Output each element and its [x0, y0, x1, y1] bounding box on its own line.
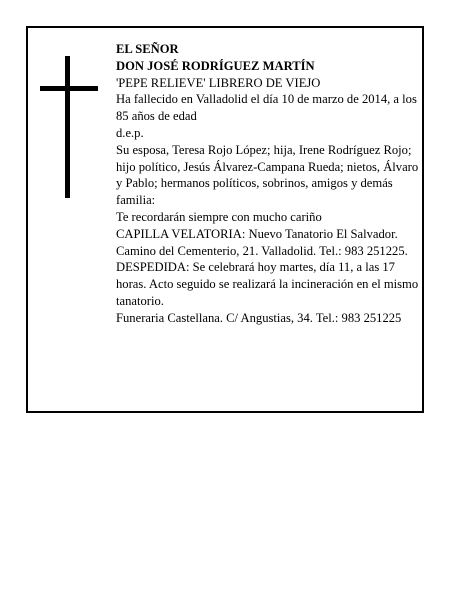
- funeral-home-info: Funeraria Castellana. C/ Angustias, 34. Tel.: 983 251225: [116, 310, 402, 325]
- notice-body: [116, 41, 421, 327]
- chapel-info: CAPILLA VELATORIA: Nuevo Tanatorio El Salvador. Camino del Cementerio, 21. Valladolid. Tel.: 983 251225.: [116, 226, 408, 258]
- cross-vertical-bar: [65, 56, 70, 198]
- notice-title: EL SEÑOR: [116, 42, 179, 56]
- family-members: Su esposa, Teresa Rojo López; hija, Irene Rodríguez Rojo; hijo político, Jesús Álvarez-Campana Rueda; nietos, Álvaro y Pablo; hermanos políticos, sobrinos, amigos y demás familia:: [116, 142, 419, 208]
- obituary-notice: [26, 26, 424, 413]
- cross-horizontal-bar: [40, 86, 98, 91]
- farewell-info: DESPEDIDA: Se celebrará hoy martes, día 11, a las 17 horas. Acto seguido se realizará la incineración en el mismo tanatorio.: [116, 260, 419, 308]
- deceased-name: DON JOSÉ RODRÍGUEZ MARTÍN: [116, 58, 315, 73]
- deceased-nickname: 'PEPE RELIEVE' LIBRERO DE VIEJO: [116, 75, 321, 90]
- cross-icon: [40, 56, 98, 198]
- death-info: Ha fallecido en Valladolid el día 10 de marzo de 2014, a los 85 años de edad: [116, 92, 417, 124]
- rip-text: d.e.p.: [116, 125, 144, 140]
- remembrance-text: Te recordarán siempre con mucho cariño: [116, 209, 322, 224]
